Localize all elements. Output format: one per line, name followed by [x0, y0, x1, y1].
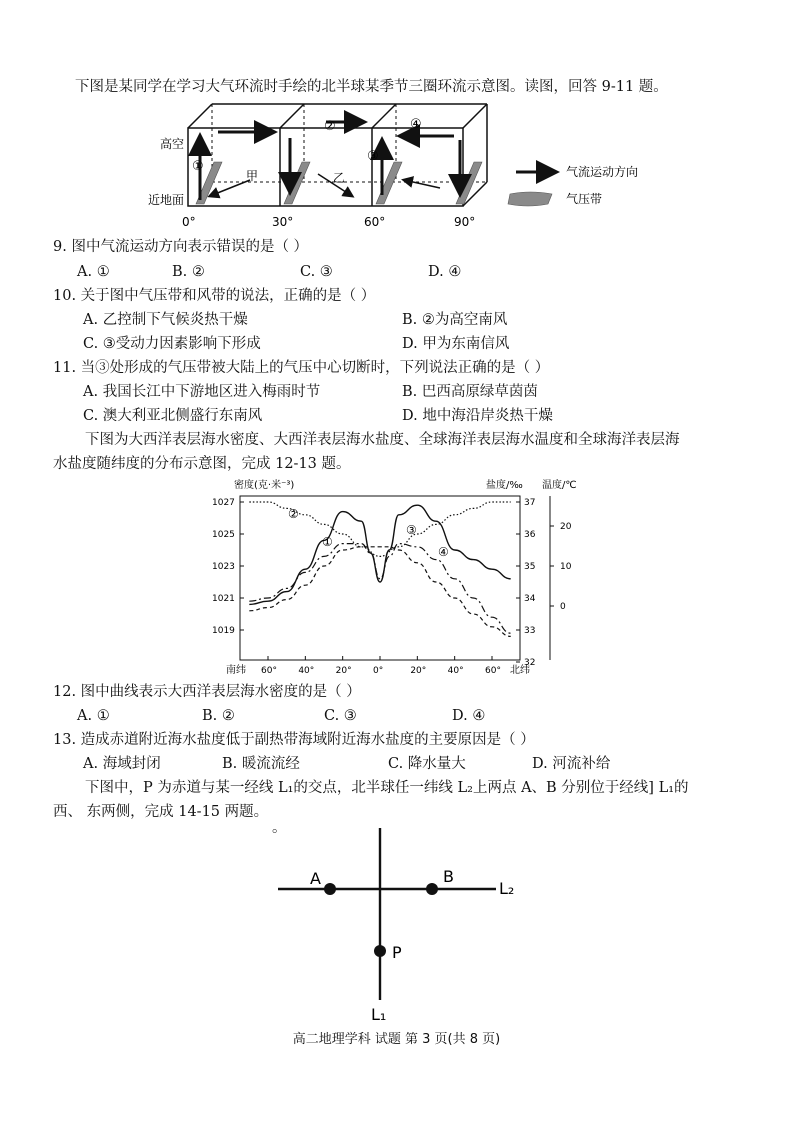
- x-tick-label: 60°: [261, 666, 277, 676]
- stray-mark: 。: [272, 820, 287, 836]
- label-b: B: [443, 867, 454, 886]
- intro-12-13-line2: 水盐度随纬度的分布示意图，完成 12-13 题。: [53, 456, 351, 472]
- right-axis-title: 温度/℃: [542, 480, 577, 491]
- q13-stem: 13. 造成赤道附近海水盐度低于副热带海域附近海水盐度的主要原因是（ ）: [53, 732, 535, 748]
- q11-option-c[interactable]: C. 澳大利亚北侧盛行东南风: [83, 408, 263, 424]
- legend-band-icon: [508, 192, 552, 206]
- q9-option-b[interactable]: B. ②: [172, 264, 205, 280]
- q13-option-c[interactable]: C. 降水量大: [388, 756, 466, 772]
- temp-tick-label: 0: [560, 602, 566, 612]
- q11-option-d[interactable]: D. 地中海沿岸炎热干燥: [402, 408, 553, 424]
- marker-3: ③: [367, 149, 379, 164]
- salinity-tick-label: 36: [524, 530, 536, 540]
- meridian-diagram: [270, 824, 530, 1024]
- q10-option-a[interactable]: A. 乙控制下气候炎热干燥: [83, 312, 248, 328]
- legend-arrow-label: 气流运动方向: [566, 165, 639, 179]
- q13-option-b[interactable]: B. 暖流流经: [222, 756, 300, 772]
- intro-12-13-line1: 下图为大西洋表层海水密度、大西洋表层海水盐度、全球海洋表层海水温度和全球海洋表层海: [85, 432, 680, 448]
- salinity-tick-label: 34: [524, 594, 536, 604]
- x-tick-label: 60°: [485, 666, 501, 676]
- point-p: [374, 945, 386, 957]
- circulation-diagram: [140, 100, 660, 232]
- q10-stem: 10. 关于图中气压带和风带的说法，正确的是（ ）: [53, 288, 376, 304]
- intro-14-15-line2: 西、 东两侧，完成 14-15 两题。: [53, 804, 269, 820]
- cell-label-yi: 乙: [333, 171, 346, 185]
- box-frame: [188, 104, 487, 206]
- x-tick-label: 40°: [298, 666, 315, 676]
- salinity-tick-label: 33: [524, 626, 536, 636]
- q9-option-a[interactable]: A. ①: [77, 264, 110, 280]
- x-tick-label: 20°: [335, 666, 352, 676]
- legend-band-label: 气压带: [566, 192, 603, 206]
- curve-label-4: ④: [438, 545, 449, 559]
- q12-stem: 12. 图中曲线表示大西洋表层海水密度的是（ ）: [53, 684, 361, 700]
- plot-frame: [240, 496, 520, 660]
- ocean-chart: [210, 476, 590, 676]
- q11-option-a[interactable]: A. 我国长江中下游地区进入梅雨时节: [83, 384, 321, 400]
- q12-option-b[interactable]: B. ②: [202, 708, 235, 724]
- q13-option-a[interactable]: A. 海域封闭: [83, 756, 161, 772]
- label-p: P: [392, 943, 402, 962]
- q10-option-c[interactable]: C. ③受动力因素影响下形成: [83, 336, 261, 352]
- density-tick-label: 1021: [212, 594, 235, 604]
- q11-option-b[interactable]: B. 巴西高原绿草茵茵: [402, 384, 538, 400]
- temp-tick-label: 20: [560, 522, 572, 532]
- left-axis-title: 密度(克·米⁻³): [234, 480, 295, 491]
- salinity-tick-label: 37: [524, 498, 536, 508]
- x-right-label: 北纬: [510, 665, 530, 676]
- q11-stem: 11. 当③处形成的气压带被大陆上的气压中心切断时，下列说法正确的是（ ）: [53, 360, 550, 376]
- curve-label-3: ③: [406, 523, 417, 537]
- x-tick-label: 0°: [373, 666, 384, 676]
- page-footer: 高二地理学科 试题 第 3 页(共 8 页): [292, 1032, 501, 1047]
- intro-9-11: 下图是某同学在学习大气环流时手绘的北半球某季节三圈环流示意图。读图，回答 9-11 题。: [75, 79, 668, 95]
- salinity-tick-label: 35: [524, 562, 536, 572]
- label-l1: L₁: [371, 1005, 387, 1024]
- density-tick-label: 1023: [212, 562, 235, 572]
- x-tick-label: 20°: [410, 666, 427, 676]
- q9-stem: 9. 图中气流运动方向表示错误的是（ ）: [53, 239, 309, 255]
- density-tick-label: 1025: [212, 530, 235, 540]
- curve-label-2: ②: [288, 507, 299, 521]
- label-l2: L₂: [499, 879, 515, 898]
- lat-60: 60°: [364, 215, 386, 229]
- lat-30: 30°: [272, 215, 294, 229]
- point-a: [324, 883, 336, 895]
- salinity-tick-label: 32: [524, 658, 536, 668]
- intro-14-15-line1: 下图中，P 为赤道与某一经线 L₁的交点，北半球任一纬线 L₂上两点 A、B 分别位于经线] L₁的: [85, 780, 689, 796]
- q12-option-c[interactable]: C. ③: [324, 708, 357, 724]
- point-b: [426, 883, 438, 895]
- q10-option-b[interactable]: B. ②为高空南风: [402, 312, 508, 328]
- q9-option-d[interactable]: D. ④: [428, 264, 462, 280]
- cell-label-jia: 甲: [246, 169, 259, 183]
- q9-option-c[interactable]: C. ③: [300, 264, 333, 280]
- label-high: 高空: [160, 137, 185, 151]
- marker-4: ④: [410, 117, 422, 132]
- q12-option-d[interactable]: D. ④: [452, 708, 486, 724]
- series-line-4: [249, 544, 510, 634]
- marker-2: ②: [324, 119, 336, 134]
- x-left-label: 南纬: [226, 665, 246, 676]
- curve-label-1: ①: [322, 535, 333, 549]
- lat-90: 90°: [454, 215, 476, 229]
- label-a: A: [310, 869, 321, 888]
- q12-option-a[interactable]: A. ①: [77, 708, 110, 724]
- temp-tick-label: 10: [560, 562, 572, 572]
- q10-option-d[interactable]: D. 甲为东南信风: [402, 336, 510, 352]
- label-ground: 近地面: [148, 193, 185, 207]
- density-tick-label: 1019: [212, 626, 235, 636]
- mid-axis-title: 盐度/‰: [486, 480, 523, 491]
- q13-option-d[interactable]: D. 河流补给: [532, 756, 611, 772]
- lat-0: 0°: [182, 215, 196, 229]
- x-tick-label: 40°: [447, 666, 464, 676]
- marker-1: ①: [192, 159, 204, 174]
- density-tick-label: 1027: [212, 498, 235, 508]
